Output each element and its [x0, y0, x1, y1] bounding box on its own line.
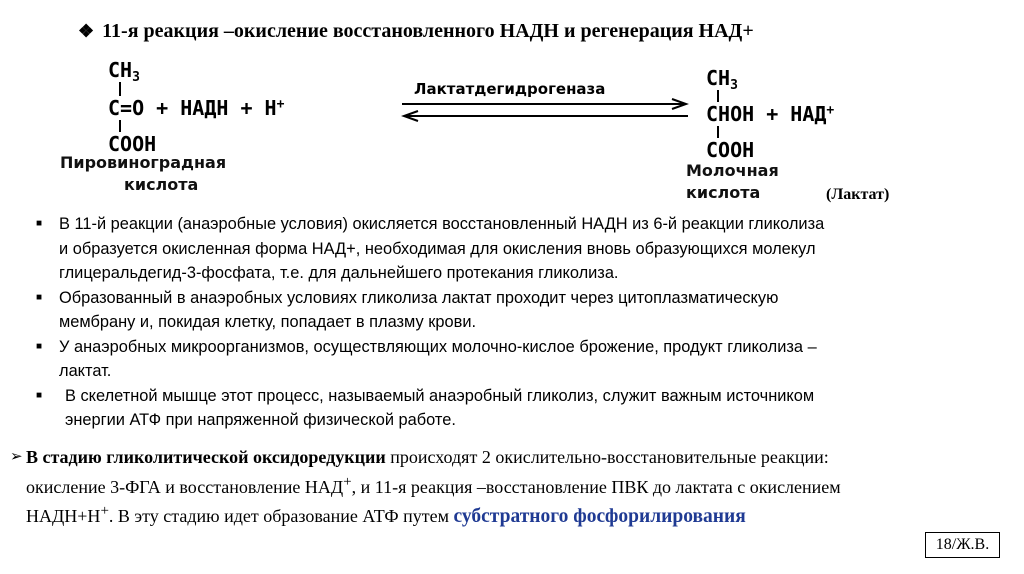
square-bullet-icon: ■	[36, 389, 43, 401]
summary-line-3: НАДН+Н+. В эту стадию идет образование АТФ путем субстратного фосфорилирования	[26, 503, 746, 527]
bullet-item	[34, 335, 1004, 384]
lactate-name-line2: кислота	[686, 183, 761, 202]
pyruvate-name-line2: кислота	[124, 175, 199, 194]
bullet-item	[34, 212, 1004, 286]
summary-line-1: В стадию гликолитической оксидоредукции происходят 2 окислительно-восстановительные реакции:	[26, 447, 829, 467]
pyruvate-bond-bottom	[119, 120, 121, 132]
slide-reference-box: 18/Ж.В.	[925, 532, 1000, 558]
lactat-label: (Лактат)	[826, 186, 890, 203]
summary-accent-term: субстратного фосфорилирования	[453, 506, 746, 527]
bullet-line: В 11-й реакции (анаэробные условия) окисляется восстановленный НАДН из 6-й реакции гликолиза	[59, 215, 825, 233]
bullet-item	[34, 286, 1004, 335]
lactate-bond-top	[717, 90, 719, 102]
bullet-list	[34, 212, 1004, 433]
pyruvate-bond-top	[119, 82, 121, 96]
bullet-line: и образуется окисленная форма НАД+, необходимая для окисления вновь образующихся молекул	[59, 239, 816, 258]
bullet-line: энергии АТФ при напряженной физической работе.	[65, 411, 456, 429]
slide-title	[78, 20, 754, 43]
diamond-bullet-icon: ❖	[78, 21, 95, 41]
equilibrium-arrows-icon	[400, 98, 690, 124]
bullet-line: лактат.	[59, 362, 112, 380]
square-bullet-icon: ■	[36, 291, 43, 303]
bullet-line: мембрану и, покидая клетку, попадает в плазму крови.	[59, 313, 477, 331]
arrow-bullet-icon: ➢	[10, 449, 23, 465]
pyruvate-name-line1: Пировиноградная	[60, 153, 227, 172]
pyruvate-ch3: $CH_3$	[108, 58, 140, 85]
bullet-line: У анаэробных микроорганизмов, осуществляющих молочно-кислое брожение, продукт гликолиза –	[59, 337, 817, 356]
pyruvate-co-line: C=O + НАДН + Н+	[108, 96, 285, 120]
summary-bold-lead: В стадию гликолитической оксидоредукции	[26, 447, 386, 467]
lactate-bond-bottom	[717, 126, 719, 138]
pyruvate-cooh: COOH	[108, 132, 157, 156]
square-bullet-icon: ■	[36, 340, 43, 352]
enzyme-label: Лактатдегидрогеназа	[414, 80, 606, 98]
bullet-item	[34, 384, 1004, 433]
bullet-line: Образованный в анаэробных условиях гликолиза лактат проходит через цитоплазматическую	[59, 288, 779, 307]
lactate-ch3: $CH_3$	[706, 66, 738, 93]
square-bullet-icon: ■	[36, 218, 43, 229]
bullet-line: В скелетной мышце этот процесс, называемый анаэробный гликолиз, служит важным источником	[65, 386, 815, 405]
summary-paragraph	[10, 445, 1000, 530]
lactate-choh-line: CHOH + НАД+	[706, 102, 835, 126]
lactate-cooh: COOH	[706, 138, 755, 162]
slide-title-text: 11-я реакция –окисление восстановленного НАДН и регенерация НАД+	[102, 20, 754, 42]
summary-line-2: окисление 3-ФГА и восстановление НАД+, и 11-я реакция –восстановление ПВК до лактата с окислением	[26, 473, 841, 497]
bullet-line: глицеральдегид-3-фосфата, т.е. для дальнейшего протекания гликолиза.	[59, 264, 619, 282]
lactate-name-line1: Молочная	[686, 161, 779, 180]
